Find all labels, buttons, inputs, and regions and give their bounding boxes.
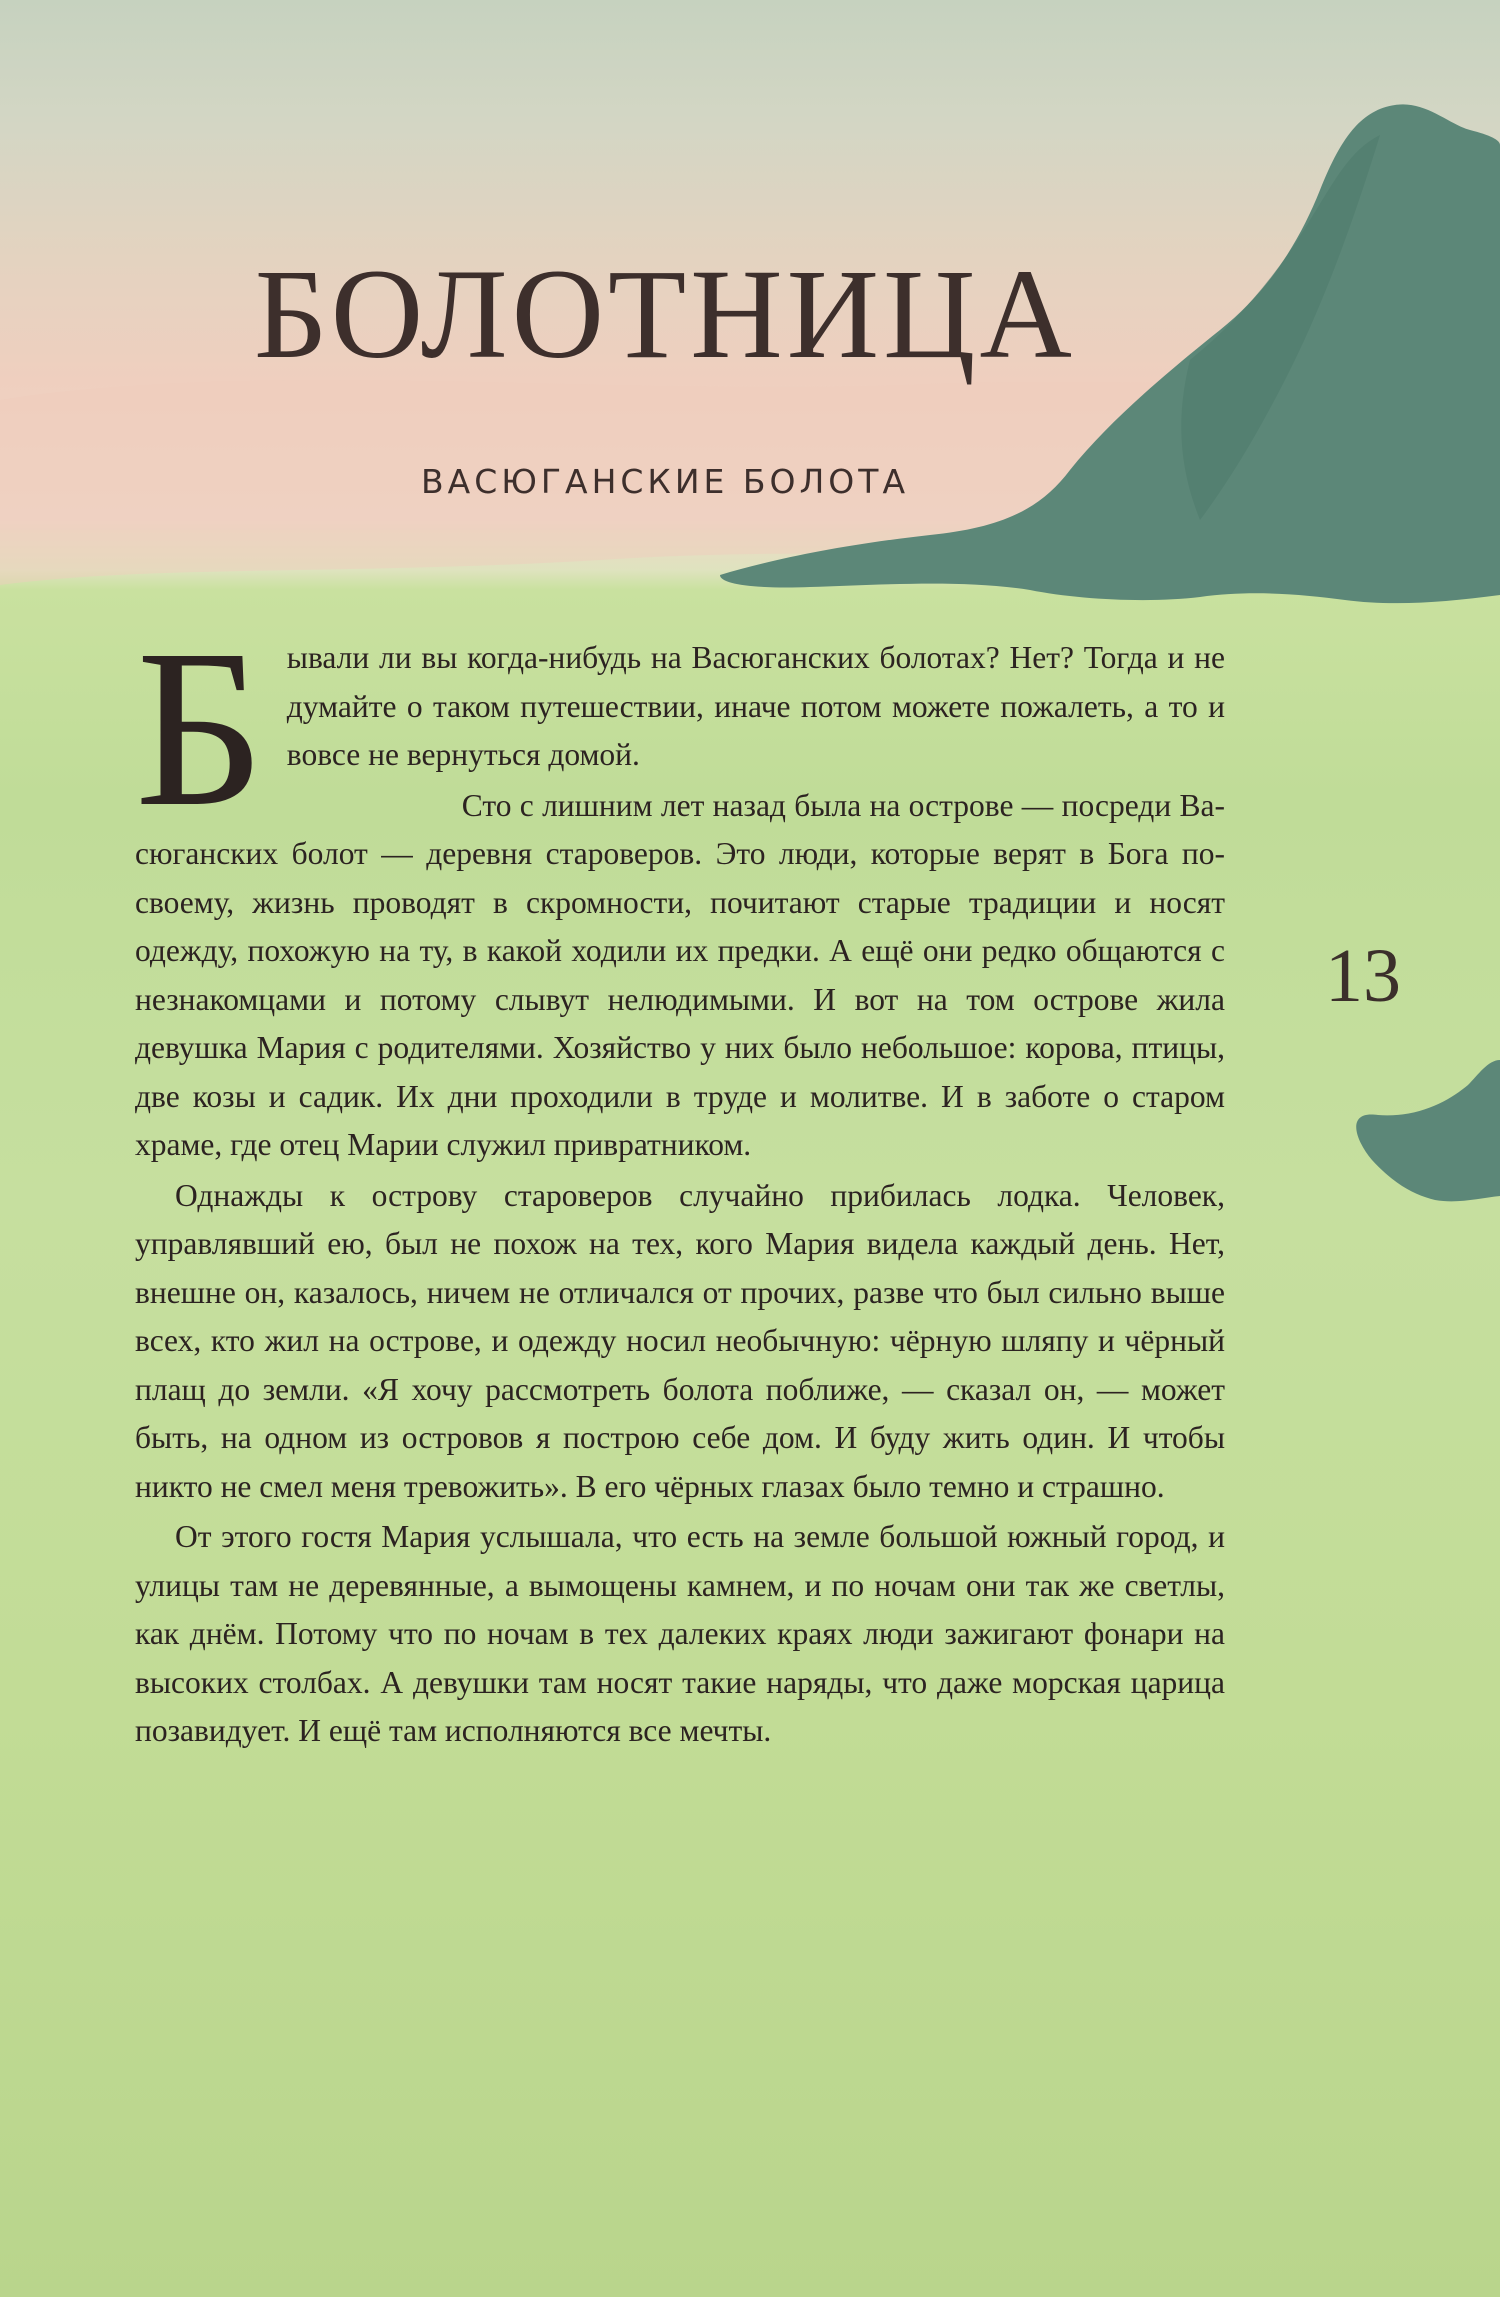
paragraph-4: От этого гостя Мария услышала, что есть на земле большой южный город, и улицы там не деревянные, а вымощены камнем, и по ночам они так же светлы, как днём. Потому что по ночам в тех далеких краях люди зажигают фонари на высоких столбах. А девушки там носят такие наряды, что даже морская царица позавидует. И ещё там исполняются все мечты.: [135, 1519, 1225, 1748]
chapter-title: БОЛОТНИЦА: [254, 243, 1076, 385]
paragraph-3: Однажды к острову староверов случайно прибилась лодка. Человек, управлявший ею, был не похож на тех, кого Мария видела каждый день. Нет, внешне он, казалось, ничем не отличался от прочих, разве что был сильно выше всех, кто жил на острове, и одежду носил необычную: чёрную шляпу и чёрный плащ до земли. «Я хочу рассмотреть болота поближе, — сказал он, — может быть, на одном из островов я построю себе дом. И буду жить один. И чтобы никто не смел меня тревожить». В его чёрных глазах было темно и страшно.: [135, 1177, 1225, 1504]
paragraph-1: ывали ли вы когда-нибудь на Васюганских болотах? Нет? Тогда и не думайте о таком путешествии, иначе потом можете пожалеть, а то и вовсе не вернуться домой.: [286, 640, 1225, 772]
mountain-lower-right: [1356, 1060, 1500, 1201]
drop-cap: Б: [135, 603, 265, 853]
body-text: [135, 603, 1225, 1756]
page-number: 13: [1325, 934, 1401, 1018]
chapter-subtitle: ВАСЮГАНСКИЕ БОЛОТА: [420, 462, 910, 501]
paragraph-2: Сто с лишним лет назад была на острове — посреди Васюганских болот — деревня староверов. Это люди, которые верят в Бога по-своему, жизнь проводят в скромности, почитают старые традиции и носят одежду, похожую на ту, в какой ходили их предки. А ещё они редко общаются с незнакомцами и потому слывут нелюдимыми. И вот на том острове жила девушка Мария с родителями. Хозяйство у них было небольшое: корова, птицы, две козы и садик. Их дни проходили в труде и молитве. И в заботе о старом храме, где отец Марии служил привратником.: [135, 787, 1225, 1162]
